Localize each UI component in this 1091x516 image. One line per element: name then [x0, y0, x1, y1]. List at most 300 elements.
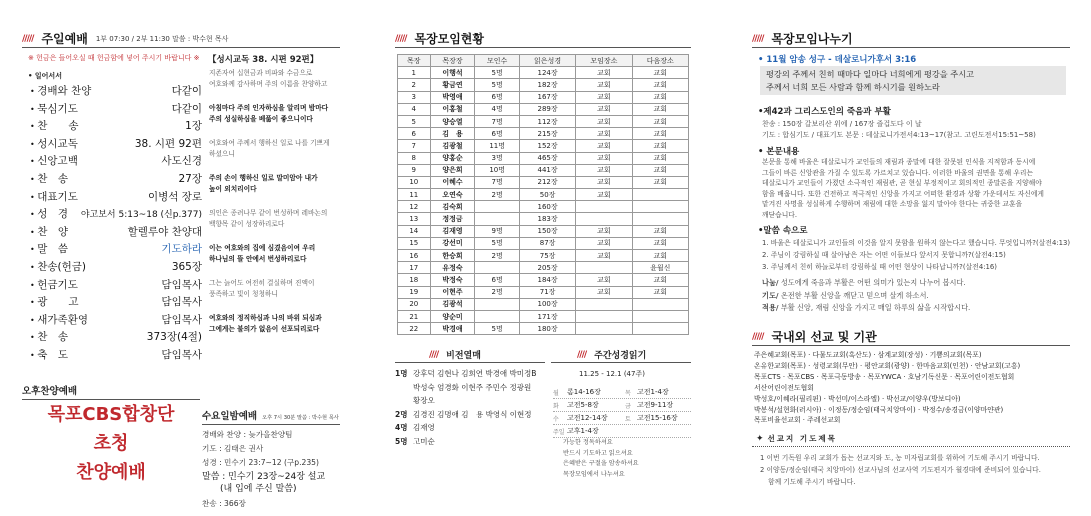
table-cell: 13 [398, 213, 431, 225]
table-cell: 184장 [519, 274, 575, 286]
wednesday-sermon: 말씀 : 민수기 23장~24장 설교 [202, 472, 326, 482]
table-cell: 이홍철 [430, 103, 475, 115]
table-cell: 박경애 [430, 323, 475, 335]
order-label: • 광 고 [26, 294, 79, 312]
table-cell: 182장 [519, 79, 575, 91]
table-cell: 박영애 [430, 91, 475, 103]
table-row [398, 164, 689, 176]
worship-order-list [26, 83, 202, 365]
order-value: 담임목사 [161, 278, 202, 291]
service-times: 1부 07:30 / 2부 11:30 말씀 : 박수현 목사 [95, 34, 229, 43]
table-cell: 7명 [475, 115, 519, 127]
table-cell: 교회 [632, 115, 688, 127]
selected-mission-item: 2 이양동/정순임(태국 치앙마이) 선교사님의 선교사역 기도편지가 월경대에 준비되어 있습니다. [760, 466, 1041, 474]
bible-note: 목장모임에서 나누셔요 [563, 470, 625, 478]
table-row [398, 310, 689, 322]
table-cell: 교회 [632, 128, 688, 140]
selected-divider [752, 446, 1070, 447]
header-divider [22, 47, 340, 48]
vision-list [395, 367, 545, 448]
reading-line: 높이 외치리이다 [209, 185, 257, 193]
worship-order-item [26, 136, 202, 154]
reading-line: 주의 성실하심을 베풂이 좋으니이다 [209, 115, 313, 123]
bible-day: 화 [553, 402, 559, 410]
vision-item [395, 408, 545, 422]
table-cell: 이행석 [430, 67, 475, 79]
worship-order-item [26, 347, 202, 365]
mission-title: 국내외 선교 및 기관 [771, 330, 877, 344]
table-cell [475, 262, 519, 274]
bible-day: 토 [625, 415, 631, 423]
table-cell: 교회 [576, 140, 632, 152]
table-cell: 이현주 [430, 286, 475, 298]
table-cell: 교회 [632, 237, 688, 249]
table-cell: 171장 [519, 310, 575, 322]
bible-day-row [553, 425, 691, 438]
order-value: 담임목사 [161, 296, 202, 309]
table-cell [576, 323, 632, 335]
table-row [398, 115, 689, 127]
main-content-title: • 본문내용 [758, 147, 800, 157]
table-cell: 2명 [475, 189, 519, 201]
table-cell: 3 [398, 91, 431, 103]
table-cell: 김재영 [430, 225, 475, 237]
globe-icon: ✦ [756, 433, 764, 444]
reading-line: 주의 손이 행하신 일로 말미암아 내가 [209, 174, 318, 182]
order-value: 365장 [171, 260, 202, 273]
bible-header [577, 348, 646, 361]
order-label: • 신앙고백 [26, 153, 78, 171]
table-cell: 7명 [475, 176, 519, 188]
table-cell: 289장 [519, 103, 575, 115]
table-cell: 교회 [576, 128, 632, 140]
wednesday-title: 수요일밤예배 [202, 411, 258, 422]
table-cell: 교회 [632, 164, 688, 176]
table-cell [632, 189, 688, 201]
main-text-line: 본문을 통해 바울은 데살로니가 교인들의 재림과 종말에 대한 잘못된 인식을 지적함과 동시에 [762, 158, 1036, 166]
memory-verse-box [760, 66, 1066, 95]
responsive-reading [209, 68, 339, 348]
table-cell: 교회 [632, 103, 688, 115]
vision-names: 김재영 [413, 423, 435, 432]
verse-line: 주께서 너희 모든 사람과 함께 하시기를 원하노라 [766, 81, 940, 92]
verse-line: 평강의 주께서 친히 때마다 일마다 너희에게 평강을 주시고 [766, 69, 975, 79]
table-row [398, 79, 689, 91]
table-cell: 2명 [475, 250, 519, 262]
worship-order-item [26, 118, 202, 136]
table-cell: 465장 [519, 152, 575, 164]
main-text-line: 맡겨진 사명을 성실하게 수행하며 재림에 대한 소망을 잃지 말아야 한다는 귀중한 교훈을 [762, 200, 1023, 208]
table-cell: 교회 [576, 152, 632, 164]
table-cell [576, 262, 632, 274]
vision-item [395, 435, 545, 449]
order-label: • 묵심기도 [26, 101, 78, 119]
table-cell: 50장 [519, 189, 575, 201]
order-label: • 찬 양 [26, 224, 68, 242]
table-cell: 교회 [632, 79, 688, 91]
table-cell: 2명 [475, 286, 519, 298]
selected-mission-list [760, 452, 1070, 488]
table-cell: 한승희 [430, 250, 475, 262]
lesson-text: 기도 : 합심기도 / 대표기도 본문 : 데살로니가전서4:13~17(참고. 고린도전서15:51~58) [762, 130, 1036, 139]
wednesday-item: 성경 : 민수기 23:7~12 (구p.235) [202, 458, 319, 467]
vision-count [395, 381, 413, 395]
mission-line: 주은혜교회(목포) · 다물도교회(흑산도) · 삼계교회(장성) · 기쁨의교회(목포) [754, 351, 982, 359]
order-label: • 경배와 찬양 [26, 83, 91, 101]
order-value: 야고보서 5:13~18 (신p.377) [80, 210, 202, 221]
vision-count: 4명 [395, 423, 408, 432]
worship-order-item [26, 329, 202, 347]
cell-sharing-column [752, 0, 1070, 516]
main-content-text [762, 157, 1068, 220]
table-cell: 15 [398, 237, 431, 249]
reading-line: 그는 늙어도 여전히 결실하며 진액이 [209, 279, 315, 287]
order-value: 다같이 [171, 102, 202, 115]
table-row [398, 201, 689, 213]
wednesday-hymn: 찬송 : 366장 [202, 499, 246, 508]
order-value: 1장 [185, 120, 202, 133]
table-row [398, 298, 689, 310]
table-cell: 21 [398, 310, 431, 322]
header-decoration: ///// [752, 33, 764, 44]
vision-count: 5명 [395, 436, 408, 446]
table-row [398, 213, 689, 225]
table-cell: 441장 [519, 164, 575, 176]
cbs-line-1: 목포CBS합창단 [47, 404, 175, 425]
table-cell [475, 213, 519, 225]
table-cell: 6명 [475, 274, 519, 286]
order-label: • 헌금기도 [26, 277, 78, 295]
table-header-cell: 다음장소 [632, 55, 688, 67]
table-row [398, 176, 689, 188]
bible-day-row [553, 412, 691, 425]
table-cell: 212장 [519, 176, 575, 188]
table-cell: 167장 [519, 91, 575, 103]
table-cell: 양승열 [430, 115, 475, 127]
table-cell: 12 [398, 201, 431, 213]
vision-names: 강후덕 김현나 김희연 박경애 박미정B [413, 369, 537, 378]
application-question: 1. 바울은 데살로니가 교인들의 이것을 알지 못함을 원하지 않는다고 했습니다. 무엇입니까?(살전4:13) [762, 239, 1071, 247]
order-label: • 찬 송 [26, 118, 79, 136]
reading-line: 지존자여 십현금과 비파와 수금으로 [209, 69, 313, 77]
reading-line: 하셨으니 [209, 150, 235, 158]
sharing-title: 목장모임나누기 [771, 32, 853, 46]
order-value: 할렐루야 찬양대 [127, 225, 202, 238]
table-cell: 180장 [519, 323, 575, 335]
table-cell [632, 201, 688, 213]
worship-order-item [26, 224, 202, 242]
bible-day: 월 [553, 389, 559, 397]
table-cell: 160장 [519, 201, 575, 213]
bible-schedule [553, 386, 691, 438]
table-cell: 5명 [475, 323, 519, 335]
table-cell: 교회 [576, 225, 632, 237]
vision-names: 고미순 [413, 436, 435, 446]
table-cell: 22 [398, 323, 431, 335]
table-cell: 87장 [519, 237, 575, 249]
pray-label: 기도/ [762, 290, 779, 300]
order-value: 담임목사 [161, 313, 202, 326]
table-cell [632, 213, 688, 225]
application-question: 2. 주님이 강림하실 때 살아남은 자는 어떤 이들보다 앞서지 못합니까?(살전4:15) [762, 251, 1006, 259]
bible-divider [551, 362, 691, 363]
table-row [398, 103, 689, 115]
vision-count: 2명 [395, 409, 408, 419]
table-cell [576, 213, 632, 225]
bible-reading: 고전15-16장 [637, 414, 678, 422]
lesson-title: •제42과 그리스도인의 죽음과 부활 [758, 107, 891, 117]
table-cell: 75장 [519, 250, 575, 262]
table-cell: 16 [398, 250, 431, 262]
table-cell: 교회 [576, 115, 632, 127]
reading-line: 백향목 같이 성장하리로다 [209, 220, 285, 228]
table-cell: 71장 [519, 286, 575, 298]
vision-item [395, 421, 545, 435]
table-cell: 10 [398, 176, 431, 188]
bible-day-row [553, 399, 691, 412]
table-cell: 17 [398, 262, 431, 274]
table-cell: 10명 [475, 164, 519, 176]
table-cell: 5명 [475, 79, 519, 91]
table-row [398, 128, 689, 140]
table-header-cell: 목장장 [430, 55, 475, 67]
table-body [398, 67, 689, 335]
mission-divider [752, 345, 1070, 346]
mission-header [752, 328, 1070, 345]
table-cell [475, 310, 519, 322]
reading-line: 여호와의 정직하심과 나의 바위 되심과 [209, 314, 322, 322]
apply-text: 부활 신앙, 재림 신앙을 가지고 매일 하루의 삶을 시작합시다. [780, 303, 971, 312]
sunday-worship-column [22, 0, 340, 516]
bible-reading: 고전1-4장 [637, 388, 669, 396]
table-cell: 3명 [475, 152, 519, 164]
reading-line: 이는 여호와의 집에 심겼음이여 우리 [209, 244, 316, 252]
mission-line: 목포CTS · 목포CBS · 목포극동방송 · 목포YWCA · 호남기독신문 · 목포어린이전도협회 [754, 372, 1015, 381]
table-cell: 9명 [475, 225, 519, 237]
order-label: • 새가족환영 [26, 312, 88, 330]
table-cell [576, 298, 632, 310]
selected-mission-header [756, 433, 837, 444]
header-decoration: ///// [752, 331, 764, 342]
table-cell [475, 298, 519, 310]
mission-line: 박성호/이혜라(필리핀) · 박선미/이스라엘) · 박선교/이양우(방보디아) [754, 394, 961, 403]
pray-text: 온전한 부활 신앙을 깨닫고 믿으며 살게 하소서. [780, 290, 929, 300]
header-decoration: //// [577, 349, 587, 360]
bible-day: 목 [625, 389, 631, 397]
reading-line: 하나님의 뜰 안에서 번성하리로다 [209, 255, 307, 263]
table-cell: 교회 [576, 274, 632, 286]
table-cell: 205장 [519, 262, 575, 274]
wednesday-sermon-title: (내 입에 주신 말씀) [220, 484, 297, 494]
application-question: 3. 주님께서 친히 하늘로부터 강림하실 때 어떤 현상이 나타납니까?(살전4:16) [762, 263, 997, 271]
table-cell: 교회 [576, 164, 632, 176]
cell-group-header [395, 30, 691, 47]
bible-day: 금 [625, 402, 631, 410]
share-label: 나눔/ [762, 278, 779, 287]
order-value: 사도신경 [161, 155, 202, 168]
table-cell: 교회 [576, 237, 632, 249]
table-cell: 4명 [475, 103, 519, 115]
table-cell: 2 [398, 79, 431, 91]
selected-mission-title: 선교지 기도제목 [767, 434, 837, 443]
table-cell: 정정금 [430, 213, 475, 225]
worship-order-item [26, 312, 202, 330]
main-text-line: 함을 배웁니다. 또한 건전하고 적극적인 신앙을 가지고 어떠한 환경과 상황 가운데서도 자신에게 [762, 189, 1044, 198]
cbs-line-3: 찬양예배 [76, 462, 146, 483]
table-cell: 6명 [475, 91, 519, 103]
vision-names: 박성숙 엄경화 이현주 주민수 정광원 [413, 382, 532, 392]
table-cell: 4 [398, 103, 431, 115]
wednesday-header [202, 408, 340, 425]
worship-order-item [26, 101, 202, 119]
table-cell: 윤월신 [632, 262, 688, 274]
table-cell: 18 [398, 274, 431, 286]
order-value: 373장(4절) [146, 331, 202, 344]
table-header-cell: 모인수 [475, 55, 519, 67]
order-label: • 축 도 [26, 347, 68, 365]
mission-list [754, 350, 1070, 426]
table-cell: 강선미 [430, 237, 475, 249]
reading-line: 풍족하고 빛이 청청하니 [209, 290, 278, 298]
table-row [398, 189, 689, 201]
vision-item [395, 367, 545, 381]
table-cell: 교회 [632, 152, 688, 164]
order-label: • 성시교독 [26, 136, 78, 154]
table-cell: 9 [398, 164, 431, 176]
response-section [762, 277, 1068, 315]
vision-count: 1명 [395, 369, 408, 378]
table-cell: 교회 [576, 79, 632, 91]
table-cell: 교회 [576, 250, 632, 262]
table-cell [632, 298, 688, 310]
bible-range: 11.25 - 12.1 (47주) [579, 370, 645, 378]
table-cell: 양은희 [430, 164, 475, 176]
bible-title: 주간성경읽기 [594, 351, 647, 361]
header-decoration: ///// [395, 33, 407, 44]
table-header-row [398, 55, 689, 67]
table-cell: 김숙희 [430, 201, 475, 213]
table-cell: 215장 [519, 128, 575, 140]
sunday-worship-title: 주일예배 [41, 32, 88, 46]
bible-reading: 고후1-4장 [567, 427, 599, 435]
table-row [398, 250, 689, 262]
table-row [398, 152, 689, 164]
table-cell: 교회 [632, 225, 688, 237]
table-cell: 교회 [576, 286, 632, 298]
lesson-info [762, 119, 1068, 140]
afternoon-title: 오후찬양예배 [22, 383, 200, 400]
mission-line: 박봉석/설현화(러시아) · 이정동/정순임(태국치앙마이) · 박정수/송경금(이양마얀관) [754, 405, 1004, 414]
table-cell: 112장 [519, 115, 575, 127]
worship-order-item [26, 189, 202, 207]
table-cell: 20 [398, 298, 431, 310]
cbs-invitation [22, 400, 200, 487]
wednesday-item: 경배와 찬양 : 늦가을찬양팀 [202, 430, 293, 439]
bible-note: 가능한 정독하셔요 [563, 439, 613, 446]
table-cell: 교회 [632, 250, 688, 262]
wednesday-time: 오후 7시 30분 말씀 : 박수현 목사 [262, 415, 339, 421]
reading-line: 그에게는 불의가 없음이 선포되리로다 [209, 325, 320, 333]
table-cell: 5 [398, 115, 431, 127]
apply-label: 적용/ [762, 303, 779, 312]
bible-notes [563, 438, 691, 480]
vision-title: 비전열매 [446, 351, 481, 361]
sharing-header [752, 30, 1070, 47]
table-row [398, 323, 689, 335]
vision-header [429, 348, 481, 361]
worship-order-item [26, 259, 202, 277]
table-cell: 8 [398, 152, 431, 164]
table-cell: 152장 [519, 140, 575, 152]
table-row [398, 91, 689, 103]
table-cell [632, 323, 688, 335]
vision-item [395, 381, 545, 395]
application-title: •말씀 속으로 [758, 226, 808, 236]
table-cell: 7 [398, 140, 431, 152]
application-questions [762, 237, 1071, 273]
table-cell: 교회 [576, 103, 632, 115]
header-decoration: ///// [22, 33, 34, 44]
table-cell: 교회 [576, 176, 632, 188]
table-row [398, 262, 689, 274]
order-label: • 찬 송 [26, 329, 68, 347]
table-cell: 19 [398, 286, 431, 298]
table-cell [632, 310, 688, 322]
vision-item [395, 394, 545, 408]
order-label: • 찬 송 [26, 171, 68, 189]
bible-note: 반드시 기도하고 읽으셔요 [563, 449, 633, 457]
vision-count [395, 394, 413, 408]
worship-order-item [26, 294, 202, 312]
worship-order-item [26, 171, 202, 189]
order-label: • 대표기도 [26, 189, 78, 207]
mission-line: 서산어린이전도협회 [754, 383, 814, 392]
bible-reading: 고전12-14장 [567, 414, 608, 422]
table-cell: 14 [398, 225, 431, 237]
worship-order-item [26, 83, 202, 101]
table-row [398, 237, 689, 249]
standing-note: • 일어서서 [28, 72, 62, 80]
sunday-worship-header [22, 30, 340, 47]
main-text-line: 그들이 바른 신앙관을 가질 수 있도록 가르치고 있습니다. 이러한 바울의 권면을 통해 우리는 [762, 168, 1034, 177]
worship-order-item [26, 241, 202, 259]
table-cell: 6 [398, 128, 431, 140]
table-cell: 박정숙 [430, 274, 475, 286]
order-label: • 찬송(헌금) [26, 259, 86, 277]
table-cell [576, 310, 632, 322]
mission-line: 온유한교회(목포) · 성령교회(무안) · 평안교회(광양) · 한마음교회(인천) · 안남교회(고흥) [754, 361, 1021, 370]
table-cell: 교회 [632, 91, 688, 103]
table-cell: 183장 [519, 213, 575, 225]
table-cell: 교회 [576, 67, 632, 79]
order-value: 다같이 [171, 85, 202, 97]
cbs-line-2: 초청 [93, 433, 129, 454]
reading-line: 의인은 종려나무 같이 번성하며 레바논의 [209, 209, 328, 217]
worship-order-item [26, 206, 202, 224]
bible-note: 은혜받은 구절을 암송하셔요 [563, 460, 639, 467]
order-value: 담임목사 [161, 348, 202, 361]
wednesday-item: 기도 : 김태은 권사 [202, 444, 264, 453]
table-cell: 김 용 [430, 128, 475, 140]
share-text: 성도에게 죽음과 부활은 어떤 의미가 있는지 나누어 봅시다. [780, 278, 966, 287]
order-label: • 말 씀 [26, 241, 68, 259]
selected-mission-item: 함께 기도해 주시기 바랍니다. [768, 478, 856, 486]
mission-line: 목포비율선교회 · 주레선교회 [754, 416, 841, 425]
wednesday-order [202, 428, 340, 511]
verse-reference: • 11월 암송 성구 - 데살로니가후서 3:16 [758, 55, 917, 65]
header-divider [752, 47, 1070, 48]
table-cell: 교회 [632, 140, 688, 152]
